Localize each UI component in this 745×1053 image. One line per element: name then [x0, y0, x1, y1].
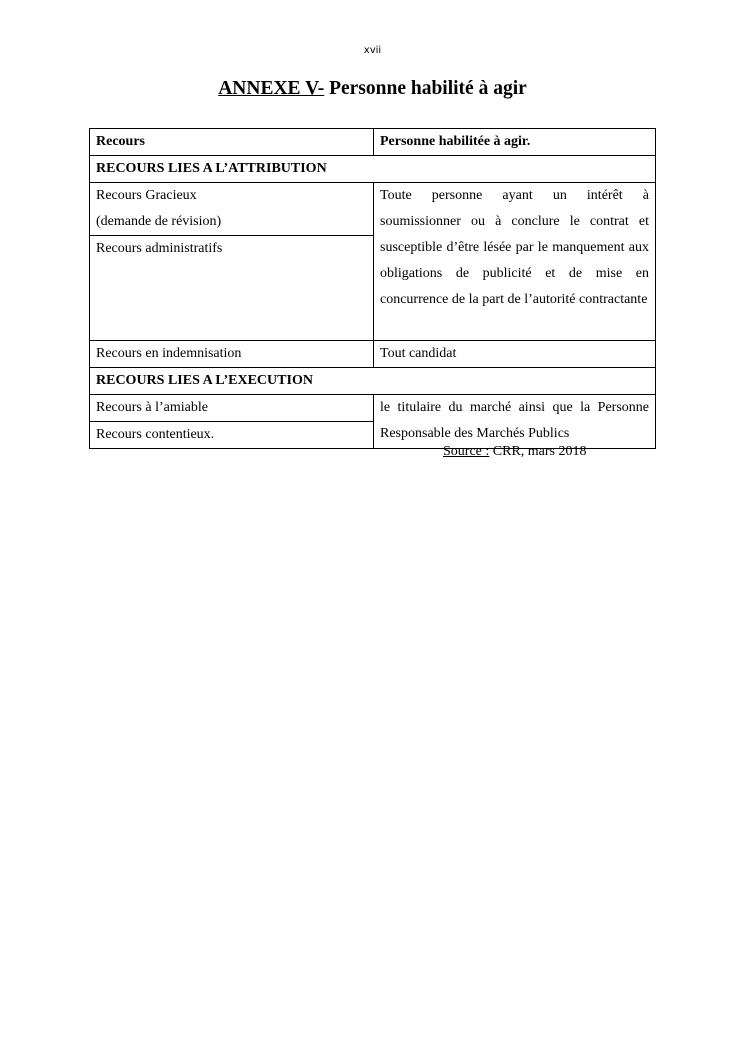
annex-title-text: Personne habilité à agir: [324, 78, 527, 99]
recours-table: [89, 128, 656, 449]
section-attribution: RECOURS LIES A L’ATTRIBUTION: [90, 156, 656, 183]
cell-attribution-person: Toute personne ayant un intérêt à soumissionner ou à conclure le contrat et susceptible d’être lésée par le manquement aux obligations de publicité et de mise en concurrence de la part de l’autorité contractante: [374, 183, 656, 341]
cell-indemnisation-person: Tout candidat: [374, 341, 656, 368]
cell-execution-person: le titulaire du marché ainsi que la Personne Responsable des Marchés Publics: [374, 395, 656, 449]
section-row-execution: [90, 368, 656, 395]
gracieux-line2: (demande de révision): [96, 214, 222, 229]
annex-title-prefix: ANNEXE V-: [218, 78, 325, 99]
source-label: Source :: [443, 444, 490, 459]
header-recours: Recours: [90, 129, 374, 156]
table-row: [90, 341, 656, 368]
page-number: xvii: [363, 45, 382, 56]
cell-recours-indemnisation: Recours en indemnisation: [90, 341, 374, 368]
header-personne: Personne habilitée à agir.: [374, 129, 656, 156]
section-execution: RECOURS LIES A L’EXECUTION: [90, 368, 656, 395]
annex-title: [0, 78, 745, 100]
cell-recours-amiable: Recours à l’amiable: [90, 395, 374, 422]
source-note: [443, 444, 587, 460]
table-row: [90, 183, 656, 236]
table-row: [90, 395, 656, 422]
table-header-row: [90, 129, 656, 156]
cell-recours-gracieux: [90, 183, 374, 236]
section-row-attribution: [90, 156, 656, 183]
source-text: CRR, mars 2018: [489, 444, 587, 459]
cell-recours-contentieux: Recours contentieux.: [90, 422, 374, 449]
cell-recours-administratifs: Recours administratifs: [90, 236, 374, 341]
gracieux-line1: Recours Gracieux: [96, 188, 197, 203]
